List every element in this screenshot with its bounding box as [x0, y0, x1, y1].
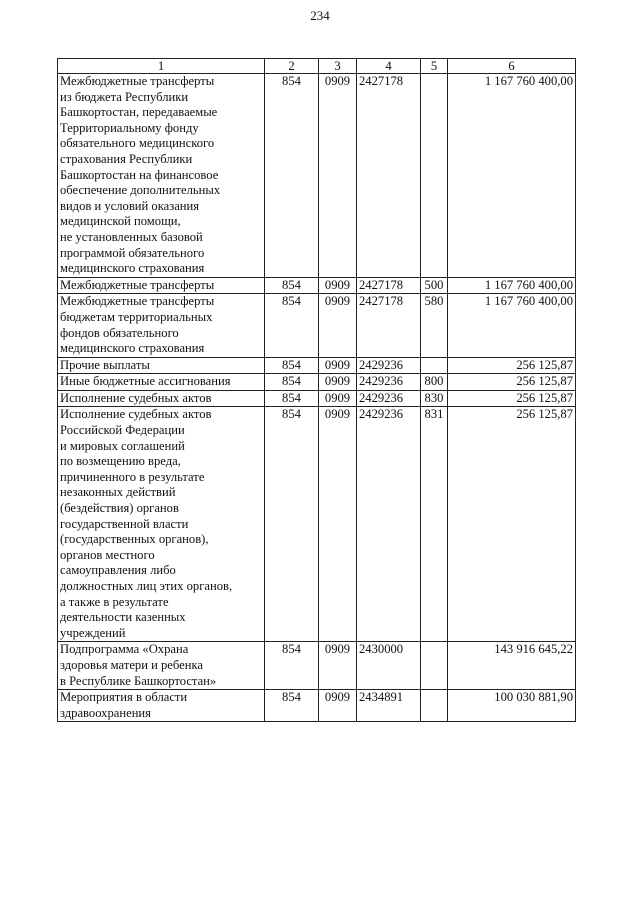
row-name	[58, 357, 265, 374]
cell-amount: 1 167 760 400,00	[448, 74, 576, 278]
cell-expense-type	[421, 642, 448, 690]
table-row	[58, 357, 576, 374]
table-body	[58, 74, 576, 722]
cell-section: 0909	[319, 277, 357, 294]
row-name-line: Башкортостан, передаваемые	[60, 105, 218, 120]
row-name-line: Мероприятия в области	[60, 690, 188, 705]
cell-ved: 854	[265, 74, 319, 278]
row-name-line: обеспечение дополнительных	[60, 183, 221, 198]
row-name-line: и мировых соглашений	[60, 438, 185, 453]
cell-amount: 1 167 760 400,00	[448, 277, 576, 294]
cell-expense-type	[421, 74, 448, 278]
column-header: 1	[58, 59, 265, 74]
cell-section: 0909	[319, 642, 357, 690]
cell-expense-type	[421, 690, 448, 722]
cell-ved: 854	[265, 374, 319, 391]
cell-amount: 256 125,87	[448, 407, 576, 642]
cell-section: 0909	[319, 74, 357, 278]
row-name-line: а также в результате	[60, 594, 169, 609]
column-header: 3	[319, 59, 357, 74]
row-name	[58, 407, 265, 642]
row-name-line: здоровья матери и ребенка	[60, 657, 203, 672]
cell-amount: 256 125,87	[448, 374, 576, 391]
table-row	[58, 642, 576, 690]
column-header: 4	[357, 59, 421, 74]
row-name-line: не установленных базовой	[60, 229, 203, 244]
row-name	[58, 74, 265, 278]
column-header: 2	[265, 59, 319, 74]
cell-amount: 100 030 881,90	[448, 690, 576, 722]
cell-ved: 854	[265, 690, 319, 722]
cell-section: 0909	[319, 407, 357, 642]
table-row	[58, 390, 576, 407]
cell-expense-type: 500	[421, 277, 448, 294]
row-name-line: бюджетам территориальных	[60, 309, 213, 324]
cell-target-article: 2427178	[357, 277, 421, 294]
row-name-line: Территориальному фонду	[60, 120, 199, 135]
row-name-line: государственной власти	[60, 516, 189, 531]
row-name-line: должностных лиц этих органов,	[60, 579, 233, 593]
row-name-line: медицинского страхования	[60, 261, 205, 276]
row-name	[58, 374, 265, 391]
cell-target-article: 2429236	[357, 407, 421, 642]
cell-amount: 256 125,87	[448, 390, 576, 407]
cell-target-article: 2434891	[357, 690, 421, 722]
header-row	[58, 59, 576, 74]
cell-target-article: 2429236	[357, 374, 421, 391]
row-name-line: Подпрограмма «Охрана	[60, 642, 189, 657]
cell-amount: 1 167 760 400,00	[448, 294, 576, 357]
table-row	[58, 277, 576, 294]
cell-target-article: 2429236	[357, 390, 421, 407]
table-row	[58, 294, 576, 357]
row-name-line: органов местного	[60, 547, 155, 562]
row-name-line: Межбюджетные трансферты	[60, 277, 215, 292]
cell-section: 0909	[319, 294, 357, 357]
row-name-line: Исполнение судебных актов	[60, 407, 212, 422]
row-name-line: незаконных действий	[60, 485, 176, 500]
row-name-line: программой обязательного	[60, 245, 205, 260]
cell-section: 0909	[319, 374, 357, 391]
cell-expense-type: 831	[421, 407, 448, 642]
cell-expense-type: 580	[421, 294, 448, 357]
row-name-line: страхования Республики	[60, 151, 193, 166]
row-name	[58, 277, 265, 294]
row-name	[58, 390, 265, 407]
cell-target-article: 2427178	[357, 294, 421, 357]
cell-ved: 854	[265, 277, 319, 294]
row-name-line: обязательного медицинского	[60, 136, 215, 151]
cell-ved: 854	[265, 357, 319, 374]
row-name-line: самоуправления либо	[60, 563, 176, 578]
table-row	[58, 74, 576, 278]
row-name	[58, 294, 265, 357]
cell-section: 0909	[319, 390, 357, 407]
cell-ved: 854	[265, 407, 319, 642]
table-row	[58, 690, 576, 722]
cell-expense-type	[421, 357, 448, 374]
cell-ved: 854	[265, 294, 319, 357]
row-name-line: по возмещению вреда,	[60, 454, 181, 469]
cell-ved: 854	[265, 390, 319, 407]
row-name-line: медицинской помощи,	[60, 214, 181, 229]
row-name-line: Башкортостан на финансовое	[60, 167, 219, 182]
row-name-line: медицинского страхования	[60, 341, 205, 356]
page-number: 234	[310, 8, 330, 23]
budget-table	[57, 58, 576, 722]
row-name-line: причиненного в результате	[60, 469, 205, 484]
cell-target-article: 2427178	[357, 74, 421, 278]
row-name-line: фондов обязательного	[60, 325, 179, 340]
row-name-line: Межбюджетные трансферты	[60, 294, 215, 309]
row-name-line: Российской Федерации	[60, 423, 185, 438]
row-name-line: здравоохранения	[60, 705, 151, 720]
row-name	[58, 690, 265, 722]
cell-target-article: 2430000	[357, 642, 421, 690]
cell-target-article: 2429236	[357, 357, 421, 374]
cell-amount: 143 916 645,22	[448, 642, 576, 690]
column-header: 5	[421, 59, 448, 74]
row-name-line: (бездействия) органов	[60, 501, 179, 516]
row-name-line: (государственных органов),	[60, 532, 209, 547]
cell-ved: 854	[265, 642, 319, 690]
cell-expense-type: 830	[421, 390, 448, 407]
cell-section: 0909	[319, 357, 357, 374]
row-name-line: Исполнение судебных актов	[60, 390, 212, 405]
row-name-line: Межбюджетные трансферты	[60, 74, 215, 88]
row-name-line: учреждений	[60, 625, 126, 640]
row-name-line: деятельности казенных	[60, 610, 186, 625]
table-row	[58, 374, 576, 391]
column-header: 6	[448, 59, 576, 74]
row-name	[58, 642, 265, 690]
cell-expense-type: 800	[421, 374, 448, 391]
row-name-line: из бюджета Республики	[60, 89, 189, 104]
row-name-line: в Республике Башкортостан»	[60, 673, 217, 688]
row-name-line: Иные бюджетные ассигнования	[60, 374, 231, 389]
row-name-line: Прочие выплаты	[60, 357, 150, 372]
cell-section: 0909	[319, 690, 357, 722]
table-row	[58, 407, 576, 642]
row-name-line: видов и условий оказания	[60, 198, 200, 213]
cell-amount: 256 125,87	[448, 357, 576, 374]
